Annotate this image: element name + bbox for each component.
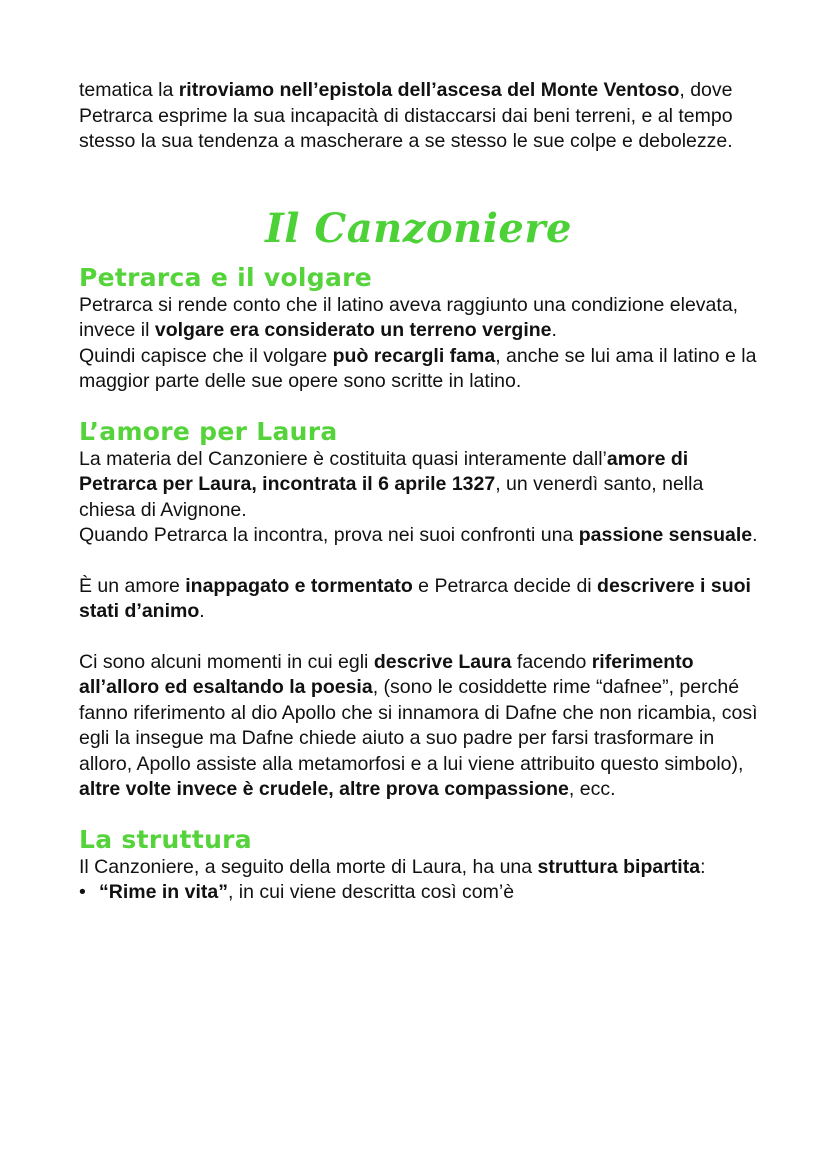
bold-text: descrive Laura — [373, 650, 512, 673]
text: , in cui viene descritta così com’è — [227, 881, 515, 903]
text: , (sono le cosiddette rime “dafnee”, perché fanno riferimento al dio Apollo che si innamora di Dafne che non ricambia, così egli la insegue ma Dafne chiede aiuto a suo padre per farsi trasformare in alloro, Apollo assiste alla metamorfosi e a lui viene attribuito questo simbolo), — [79, 676, 758, 775]
bold-text: altre volte invece è crudele, altre prova compassione — [79, 778, 569, 800]
bullet-list — [79, 880, 758, 906]
bold-text: riferimento all’alloro ed esaltando la poesia — [79, 650, 694, 698]
text: Il Canzoniere, a seguito della morte di Laura, ha una — [79, 855, 538, 878]
text: , dove Petrarca esprime la sua incapacità di distaccarsi dai beni terreni, e al tempo stesso la sua tendenza a mascherare a se stesso le sue colpe e debolezze. — [79, 79, 733, 152]
text: Petrarca si rende conto che il latino aveva raggiunto una condizione elevata, invece il — [79, 293, 739, 341]
text: È un amore — [79, 574, 186, 597]
section-heading-laura: L’amore per Laura — [79, 416, 338, 446]
paragraph — [79, 344, 758, 395]
bold-text: volgare era considerato un terreno vergine — [154, 319, 552, 341]
paragraph — [79, 447, 758, 524]
page-title: Il Canzoniere — [265, 204, 572, 252]
bold-text: “Rime in vita” — [99, 881, 228, 903]
text: facendo — [511, 650, 592, 673]
text: , ecc. — [568, 778, 616, 800]
text: e Petrarca decide di — [412, 574, 598, 597]
text: Quando Petrarca la incontra, prova nei suoi confronti una — [79, 524, 579, 546]
paragraph — [79, 650, 758, 803]
bold-text: amore di Petrarca per Laura, incontrata il 6 aprile 1327 — [79, 447, 689, 495]
paragraph — [79, 855, 758, 881]
paragraph — [79, 574, 758, 625]
section-heading-volgare: Petrarca e il volgare — [79, 262, 373, 292]
text: . — [752, 524, 758, 546]
bold-text: può recargli fama — [332, 344, 496, 367]
text: . — [551, 319, 557, 341]
bold-text: ritroviamo nell’epistola dell’ascesa del Monte Ventoso — [178, 79, 680, 101]
list-item — [79, 880, 758, 906]
bullet-icon: • — [79, 881, 86, 903]
text: : — [700, 855, 706, 878]
text: , anche se lui ama il latino e la maggior parte delle sue opere sono scritte in latino. — [79, 344, 757, 392]
text: tematica la — [79, 79, 179, 101]
bold-text: passione sensuale — [578, 524, 753, 546]
text: Ci sono alcuni momenti in cui egli — [79, 650, 374, 673]
bold-text: inappagato e tormentato — [185, 574, 413, 597]
text: , un venerdì santo, nella chiesa di Avignone. — [79, 473, 704, 521]
bold-text: descrivere i suoi stati d’animo — [79, 574, 751, 622]
section-heading-struttura: La struttura — [79, 824, 252, 854]
text: La materia del Canzoniere è costituita quasi interamente dall’ — [79, 447, 607, 470]
intro-paragraph — [79, 78, 758, 155]
text: . — [199, 600, 205, 622]
paragraph — [79, 523, 758, 549]
paragraph — [79, 293, 758, 344]
text: Quindi capisce che il volgare — [79, 344, 333, 367]
bold-text: struttura bipartita — [537, 855, 701, 878]
